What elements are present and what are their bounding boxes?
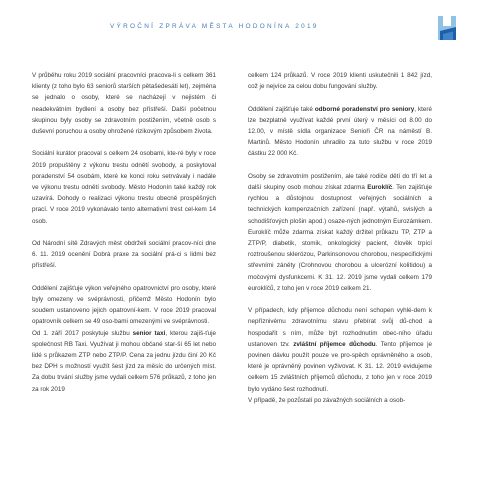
text-run: , kterou zajiš-ťuje společnost RB Taxi. Využívat ji mohou občané star-ší 65 let nebo lidé s průkazem ZTP nebo ZTP/P. Cena za jednu jízdu činí 20 Kč bez DPH s možností využít šest jízd za měsíc do určených míst. Za dobu trvání služby jsme vydali celkem 576 průkazů, z toho jen za rok 2019 [32,329,216,393]
page-header [0,0,480,44]
paragraph [32,283,216,395]
text-run: Od Národní sítě Zdravých měst obdrželi sociální pracov-níci dne 6. 11. 2019 ocenění Dobrá praxe za sociální prá-ci s lidmi bez přístřeší. [32,240,216,270]
text-run: Oddělení zajišťuje výkon veřejného opatrovnictví pro osoby, které byly omezeny ve svéprávnosti, přičemž Město Hodonín bylo soudem ustanoveno jejich opatrovní-kem. V roce 2019 pracoval opatrovník celkem se 49 oso-bami omezenými ve svéprávnosti. Od 1. září 2017 poskytuje službu [32,284,216,337]
paragraph [32,148,216,226]
text-run: , které lze bezplatně využívat každé první úterý v měsíci od 8.00 do 12.00, v místě sídla organizace Senioři ČR na náměstí B. Martinů. Město Hodonín uhradilo za tuto službu v roce 2019 částku 22 000 Kč. [248,105,432,158]
bold-term: zvláštní příjemce důchodu [293,340,376,348]
text-run: Oddělení zajišťuje také [248,105,315,113]
paragraph [248,171,432,294]
text-run: . Tento příjemce je povinen dávku použít pouze ve pro-spěch oprávněného a osob, které je oprávněný povinen vyživovat. K 31. 12. 2019 evidujeme celkem 15 zvláštních příjemců důchodu, z toho jen v roce 2019 bylo vydáno šest rozhodnutí. V případě, že pozůstalí po závažných sociálních a osob- [248,340,432,404]
paragraph [248,305,432,406]
text-run: Osoby se zdravotním postižením, ale také rodiče dětí do tří let a další skupiny osob mohou získat zdarma [248,172,432,191]
paragraph [248,70,432,92]
header-title: VÝROČNÍ ZPRÁVA MĚSTA HODONÍNA 2019 [110,23,319,30]
bold-term: Euroklíč [367,184,393,191]
left-text-column [32,70,216,406]
bold-term: senior taxi [132,329,166,337]
text-run: celkem 124 průkazů. V roce 2019 klienti uskutečnili 1 842 jízd, což je nejvíce za celou dobu fungování služby. [248,72,432,91]
text-run: V průběhu roku 2019 sociální pracovníci pracova-li s celkem 361 klienty (z toho bylo 63 seniorů starších pětašedesáti let), zejména se jednalo o osoby, které se nacházejí v nejistém či neadekvátním bydlení a osoby bez přístřeší. Další početnou skupinou byly osoby se zdravotním postižením, včetně osob s duševní poruchou a osoby ohrožené rizikovým způsobem života. [32,72,216,136]
paragraph [32,238,216,272]
paragraph [248,104,432,160]
hodonin-h-logo-icon [436,14,460,42]
bold-term: odborné poradenství pro seniory [314,105,415,113]
text-run: . Ten zajišťuje rychlou a důstojnou dostupnost veřejných sociálních a technických kompenzačních zařízení (např. výtahů, svislých a schodišťových plošin apod.) osaze-ných jednotným Eurozámkem. Euroklíč může zdarma získat každý držitel průkazu TP, ZTP a ZTP/P, diabetik, stomik, onkologický pacient, člověk trpící roztroušenou sklerózou, Parkinsonovou chorobou, nespecifickými střevními záněty (Crohnovou chorobou a ulcerózní kolitidou) a močovými dysfunkcemi. K 31. 12. 2019 jsme vydali celkem 179 euroklíčů, z toho jen v roce 2019 celkem 21. [248,184,433,292]
text-run: V případech, kdy příjemce důchodu není schopen vyhlé-dem k nepříznivému zdravotnímu stavu přebírat svůj dů-chod a hospodařit s ním, může být rozhodnutím obec-ního úřadu ustanoven tzv. [248,307,432,348]
text-run: Sociální kurátor pracoval s celkem 24 osobami, kte-ré byly v roce 2019 propuštěny z výkonu trestu odnětí svobody, a poskytoval poradenství 54 osobám, které ke konci roku setrvávaly i nadále ve výkonu trestu odnětí svobody. Město Hodonín také každý rok uzavírá. Dohody o realizaci výkonu trestu obecně prospěšných prací. V roce 2019 vykonávalo tento alternativní trest cel-kem 14 osob. [32,150,216,225]
paragraph [32,70,216,137]
right-text-column [248,70,432,417]
